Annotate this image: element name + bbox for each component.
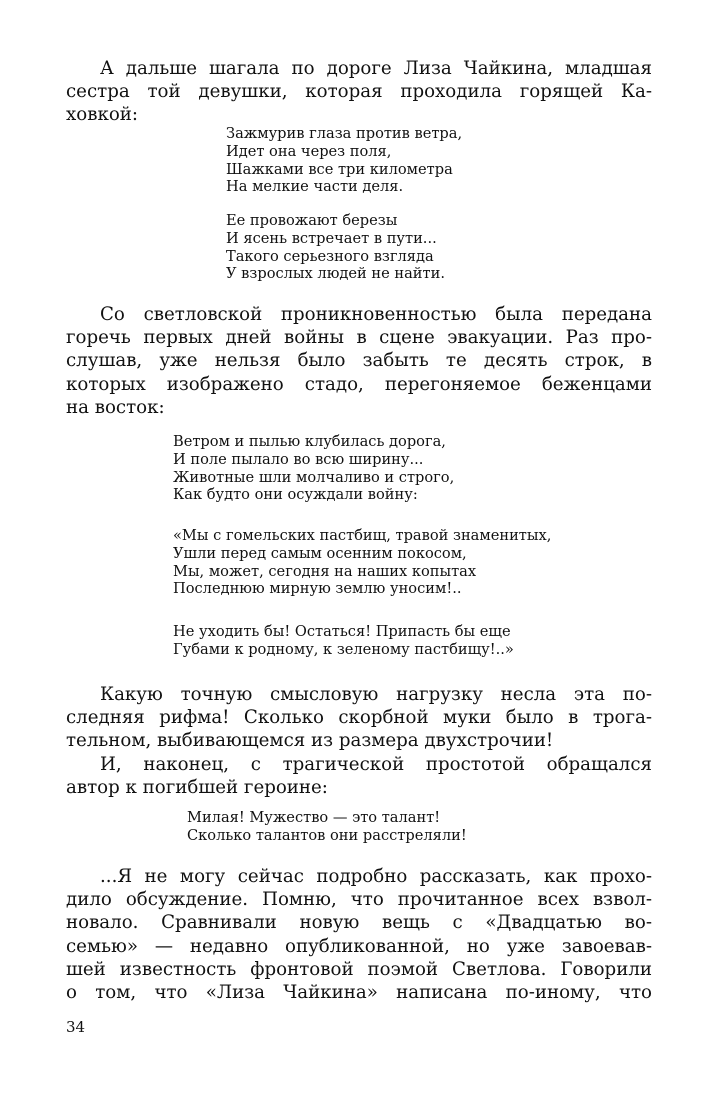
verse-line: Губами к родному, к зеленому пастбищу!..»	[173, 640, 514, 658]
verse-line: Ее провожают березы	[226, 212, 398, 229]
text-line: Какую точную смысловую нагрузку несла эта по-	[100, 684, 652, 705]
verse-line: Мы, может, сегодня на наших копытах	[173, 562, 477, 580]
text-line: которых изображено стадо, перегоняемое беженцами	[66, 373, 652, 395]
verse-line: Сколько талантов они расстреляли!	[187, 826, 467, 844]
page-number: 34	[66, 1018, 86, 1036]
verse-stanza-6	[187, 809, 467, 845]
text-line: автор к погибшей героине:	[66, 776, 328, 798]
paragraph-2	[66, 303, 652, 419]
verse-stanza-3	[173, 433, 454, 504]
text-line: горечь первых дней войны в сцене эвакуации. Раз про-	[66, 327, 652, 349]
text-line: новало. Сравнивали новую вещь с «Двадцатью во-	[66, 912, 652, 934]
verse-stanza-5	[173, 623, 514, 659]
verse-line: Ветром и пылью клубилась дорога,	[173, 433, 446, 450]
verse-stanza-2	[226, 212, 445, 283]
text-line: на восток:	[66, 396, 165, 418]
text-line: семью» — недавно опубликованной, но уже завоевав-	[66, 935, 652, 957]
verse-line: Не уходить бы! Остаться! Припасть бы еще	[173, 623, 511, 640]
verse-stanza-1	[226, 125, 462, 196]
text-line: тельном, выбивающемся из размера двухстрочии!	[66, 730, 554, 752]
verse-line: И поле пылало во всю ширину...	[173, 450, 424, 468]
text-line: следняя рифма! Сколько скорбной муки было в трога-	[66, 707, 652, 729]
text-line: И, наконец, с трагической простотой обращался	[100, 753, 652, 775]
verse-line: Ушли перед самым осенним покосом,	[173, 544, 467, 562]
verse-line: У взрослых людей не найти.	[226, 265, 445, 283]
verse-line: Идет она через поля,	[226, 142, 392, 160]
verse-line: Последнюю мирную землю уносим!..	[173, 580, 462, 598]
verse-line: «Мы с гомельских пастбищ, травой знаменитых,	[173, 527, 552, 544]
text-line: ...Я не могу сейчас подробно рассказать, как прохо-	[100, 866, 652, 887]
text-line: А дальше шагала по дороге Лиза Чайкина, младшая	[100, 58, 652, 79]
paragraph-4	[66, 865, 652, 1004]
verse-stanza-4	[173, 527, 551, 598]
verse-line: Шажками все три километра	[226, 160, 453, 178]
paragraph-3	[66, 683, 652, 799]
verse-line: И ясень встречает в пути...	[226, 229, 437, 247]
verse-line: На мелкие части деля.	[226, 178, 404, 196]
text-line: о том, что «Лиза Чайкина» написана по-иному, что	[66, 982, 652, 1004]
text-line: дило обсуждение. Помню, что прочитанное всех взвол-	[66, 889, 652, 911]
verse-line: Зажмурив глаза против ветра,	[226, 125, 463, 142]
text-line: шей известность фронтовой поэмой Светлова. Говорили	[66, 958, 652, 980]
text-line: слушав, уже нельзя было забыть те десять строк, в	[66, 350, 652, 372]
text-line: сестра той девушки, которая проходила горящей Ка-	[66, 81, 652, 103]
paragraph-1	[66, 57, 652, 127]
verse-line: Милая! Мужество — это талант!	[187, 809, 441, 826]
text-line: Со светловской проникновенностью была передана	[100, 304, 652, 325]
text-line: ховкой:	[66, 104, 139, 126]
verse-line: Животные шли молчаливо и строго,	[173, 468, 455, 486]
verse-line: Как будто они осуждали войну:	[173, 486, 418, 504]
verse-line: Такого серьезного взгляда	[226, 247, 434, 265]
